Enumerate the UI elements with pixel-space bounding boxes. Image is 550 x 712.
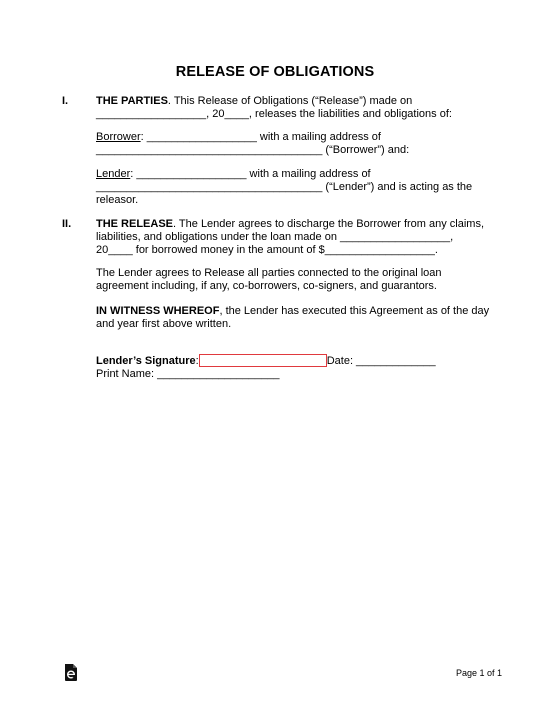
release-para2-line-2: agreement including, if any, co-borrowers, co-signers, and guarantors.: [96, 280, 437, 292]
borrower-label: Borrower: [96, 131, 141, 143]
borrower-name-line: : __________________ with a mailing address of: [140, 131, 381, 143]
lender-address-line: _____________________________________ (“Lender”) and is acting as the: [96, 181, 473, 193]
signature-colon: :: [195, 355, 199, 367]
release-para2-line-1: The Lender agrees to Release all parties connected to the original loan: [96, 267, 442, 279]
section-parties: [96, 95, 496, 121]
witness-paragraph: [96, 305, 496, 331]
section-heading-parties: THE PARTIES: [96, 95, 168, 107]
section-heading-release: THE RELEASE: [96, 218, 174, 230]
borrower-block: [96, 131, 496, 157]
eforms-logo-icon: [64, 664, 78, 681]
signature-field[interactable]: [199, 354, 327, 367]
print-name-line: Print Name: ____________________: [96, 368, 280, 380]
document-title: RELEASE OF OBLIGATIONS: [175, 64, 375, 80]
lender-releasor-text: releasor.: [96, 194, 139, 206]
witness-heading: IN WITNESS WHEREOF: [96, 305, 220, 317]
signature-label: Lender’s Signature: [96, 355, 196, 367]
witness-line-2: and year first above written.: [96, 318, 232, 330]
release-line-2: liabilities, and obligations under the loan made on __________________,: [96, 231, 454, 243]
lender-label: Lender: [96, 168, 131, 180]
parties-date-line: __________________, 20____, releases the liabilities and obligations of:: [96, 108, 452, 120]
signature-block: [96, 354, 496, 381]
lender-block: [96, 168, 496, 207]
section-number-1: I.: [62, 95, 69, 107]
release-line-3: 20____ for borrowed money in the amount of $__________________.: [96, 244, 438, 256]
release-line-1: . The Lender agrees to discharge the Borrower from any claims,: [173, 218, 485, 230]
section-number-2: II.: [62, 218, 72, 230]
section-release: [96, 218, 496, 257]
borrower-address-line: _____________________________________ (“Borrower”) and:: [96, 144, 410, 156]
lender-name-line: : __________________ with a mailing address of: [130, 168, 371, 180]
witness-line-1: , the Lender has executed this Agreement as of the day: [219, 305, 490, 317]
page-number: Page 1 of 1: [455, 668, 502, 678]
parties-intro-text: . This Release of Obligations (“Release”) made on: [167, 95, 413, 107]
release-paragraph-2: [96, 267, 496, 293]
date-line: Date: _____________: [326, 355, 436, 367]
